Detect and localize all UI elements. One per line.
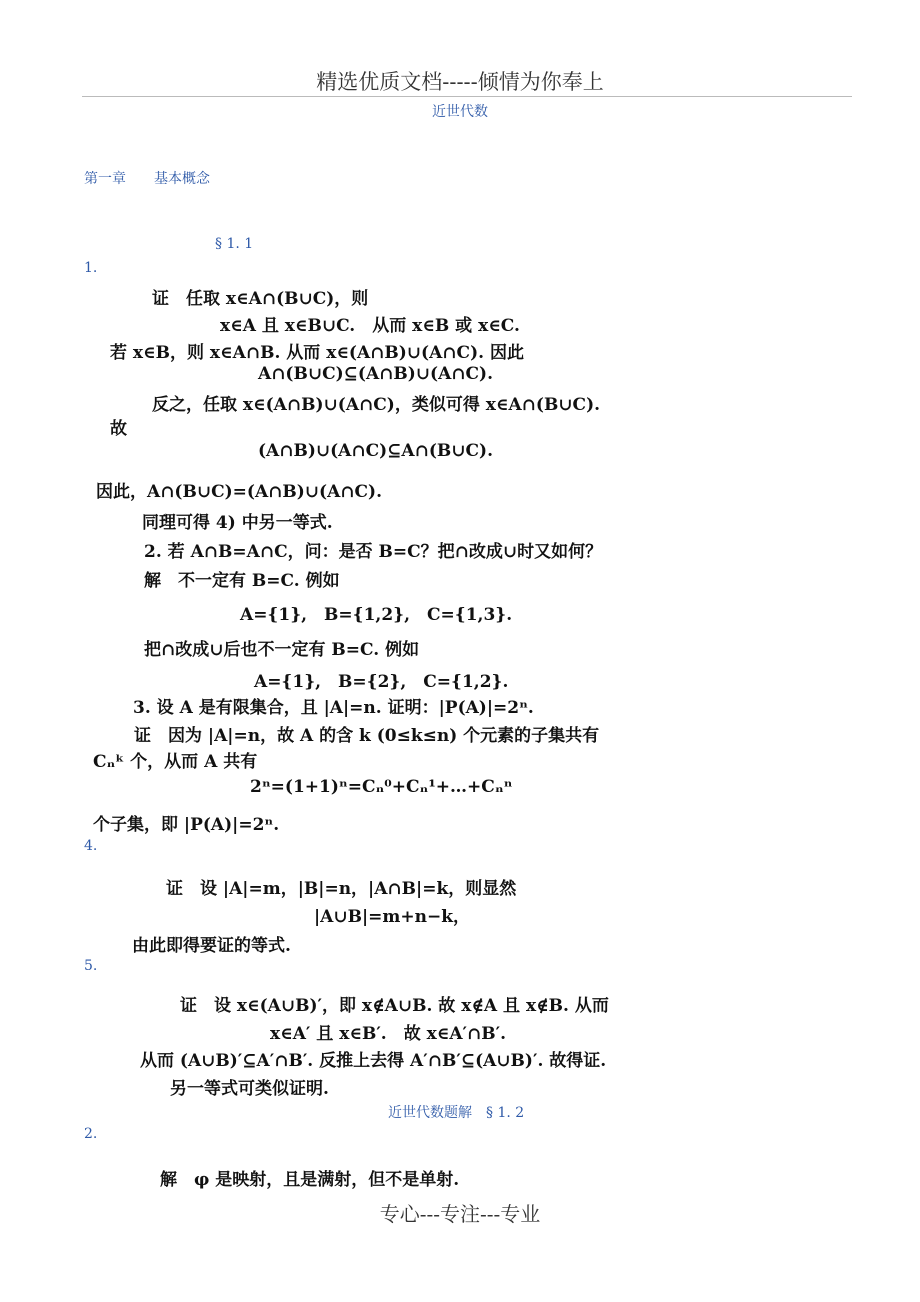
text-line: A={1}, B={1,2}, C={1,3}. [240, 605, 513, 625]
text-line: |A∪B|=m+n−k， [314, 907, 471, 927]
text-line: 故 [110, 419, 127, 439]
section-heading: 近世代数题解 § 1. 2 [388, 1105, 525, 1121]
text-line: 从而 (A∪B)′⊆A′∩B′. 反推上去得 A′∩B′⊆(A∪B)′. 故得证. [140, 1051, 607, 1071]
text-line: 把∩改成∪后也不一定有 B=C. 例如 [144, 640, 420, 660]
problem-number: 4. [84, 838, 98, 854]
text-line: 解 不一定有 B=C. 例如 [144, 571, 340, 591]
problem-number: 2. [84, 1126, 98, 1142]
page-header: 精选优质文档-----倾情为你奉上 [316, 70, 604, 94]
chapter-heading: 第一章 基本概念 [84, 171, 210, 187]
text-line: (A∩B)∪(A∩C)⊆A∩(B∪C). [258, 441, 494, 461]
text-line: A∩(B∪C)⊆(A∩B)∪(A∩C). [258, 364, 494, 384]
header-divider [82, 96, 852, 97]
document-title: 近世代数 [432, 104, 488, 120]
text-line: 因此，A∩(B∪C)=(A∩B)∪(A∩C). [96, 482, 383, 502]
text-line: A={1}, B={2}, C={1,2}. [254, 672, 509, 692]
section-heading: § 1. 1 [215, 236, 254, 252]
text-line: 个子集，即 |P(A)|=2ⁿ. [93, 815, 280, 835]
text-line: 另一等式可类似证明. [170, 1079, 329, 1099]
text-line: 证 设 |A|=m，|B|=n，|A∩B|=k，则显然 [166, 879, 517, 899]
text-line: 证 任取 x∈A∩(B∪C)，则 [152, 289, 369, 309]
text-line: 解 φ 是映射，且是满射，但不是单射. [160, 1170, 460, 1190]
text-line: x∈A 且 x∈B∪C. 从而 x∈B 或 x∈C. [220, 316, 520, 336]
text-line: 反之，任取 x∈(A∩B)∪(A∩C)，类似可得 x∈A∩(B∪C). [152, 395, 601, 415]
problem-number: 5. [84, 958, 98, 974]
text-line: 3. 设 A 是有限集合，且 |A|=n. 证明：|P(A)|=2ⁿ. [133, 698, 534, 718]
text-line: 由此即得要证的等式. [132, 936, 291, 956]
text-line: 若 x∈B，则 x∈A∩B. 从而 x∈(A∩B)∪(A∩C). 因此 [110, 343, 524, 363]
text-line: x∈A′ 且 x∈B′. 故 x∈A′∩B′. [270, 1024, 507, 1044]
text-line: Cₙᵏ 个，从而 A 共有 [93, 752, 258, 772]
text-line: 证 因为 |A|=n，故 A 的含 k (0≤k≤n) 个元素的子集共有 [134, 726, 600, 746]
text-line: 证 设 x∈(A∪B)′，即 x∉A∪B. 故 x∉A 且 x∉B. 从而 [180, 996, 609, 1016]
text-line: 同理可得 4) 中另一等式. [142, 513, 333, 533]
problem-number: 1. [84, 260, 98, 276]
text-line: 2. 若 A∩B=A∩C，问：是否 B=C？把∩改成∪时又如何？ [144, 542, 603, 562]
text-line: 2ⁿ=(1+1)ⁿ=Cₙ⁰+Cₙ¹+…+Cₙⁿ [250, 777, 513, 797]
page-footer: 专心---专注---专业 [379, 1202, 541, 1226]
